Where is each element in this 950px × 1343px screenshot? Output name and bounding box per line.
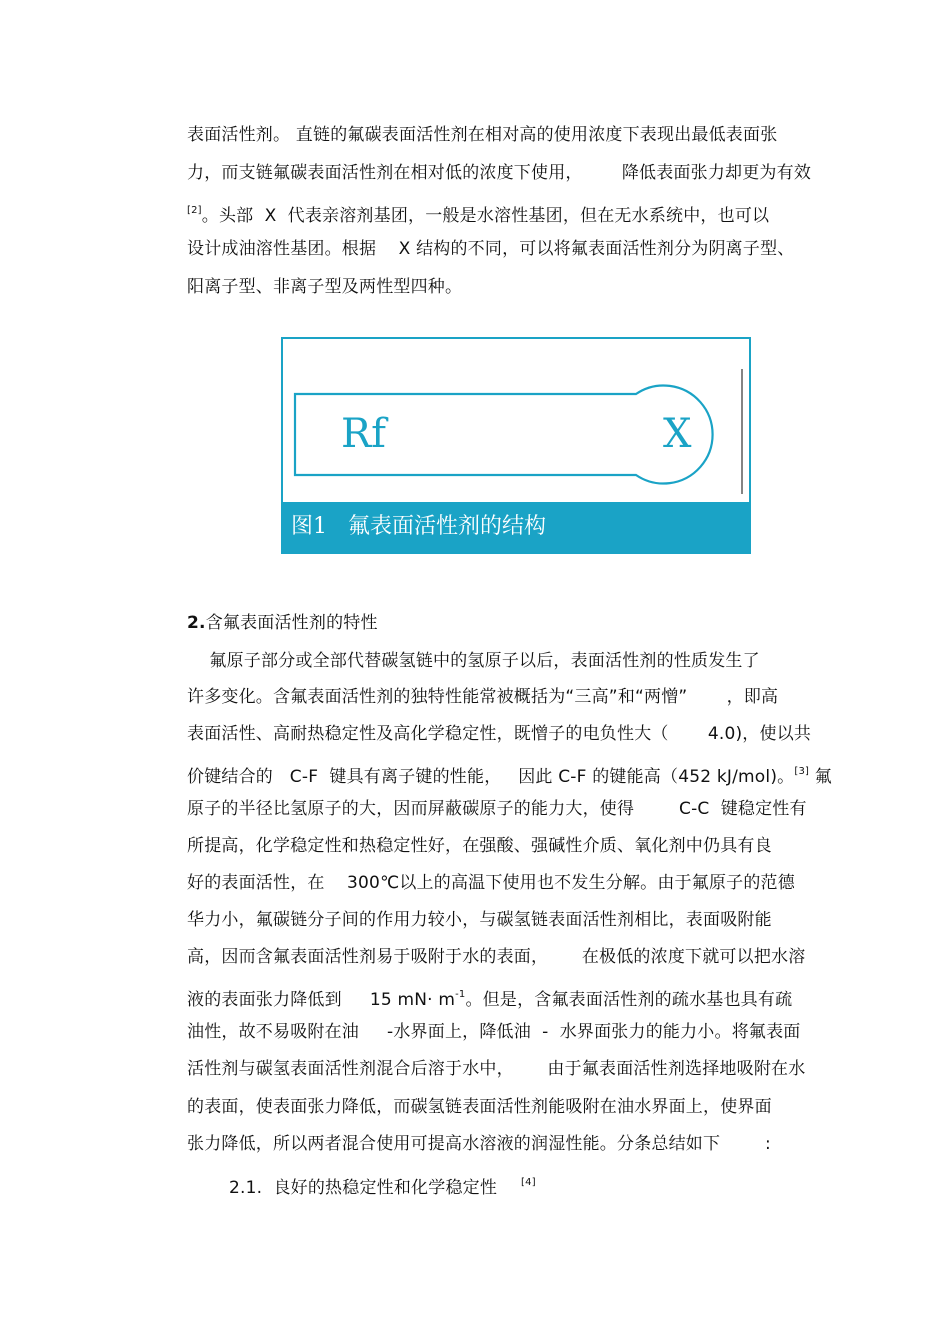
s2-line-4: [187, 760, 832, 789]
s2-line-10-tail: 。但是，含氟表面活性剂的疏水基也具有疏: [465, 990, 793, 1010]
x-label: X: [663, 411, 692, 457]
p1-line-5: 阳离子型、非离子型及两性型四种。: [187, 277, 463, 297]
s2-line-9: 高，因而含氟表面活性剂易于吸附于水的表面， 在极低的浓度下就可以把水溶: [187, 947, 806, 967]
rf-label: Rf: [341, 411, 386, 457]
subsection-2-1-title: 2.1. 良好的热稳定性和化学稳定性: [229, 1178, 498, 1198]
figure-1: [281, 337, 751, 554]
s2-line-1: 氟原子部分或全部代替碳氢链中的氢原子以后，表面活性剂的性质发生了: [187, 651, 760, 671]
exponent: -1: [455, 989, 466, 1000]
p1-line-4: 设计成油溶性基团。根据 X 结构的不同，可以将氟表面活性剂分为阴离子型、: [187, 239, 795, 259]
p1-line-1: 表面活性剂。 直链的氟碳表面活性剂在相对高的使用浓度下表现出最低表面张: [187, 125, 778, 145]
ref-3: [3]: [794, 766, 810, 777]
s2-line-6: 所提高，化学稳定性和热稳定性好，在强酸、强碱性介质、氧化剂中仍具有良: [187, 836, 772, 856]
subsection-2-1-heading: [229, 1171, 536, 1200]
s2-line-7: 好的表面活性，在 300℃以上的高温下使用也不发生分解。由于氟原子的范德: [187, 873, 795, 893]
s2-line-13: 的表面，使表面张力降低，而碳氢链表面活性剂能吸附在油水界面上，使界面: [187, 1097, 772, 1117]
section-2-title: 含氟表面活性剂的特性: [205, 613, 378, 633]
s2-line-12: 活性剂与碳氢表面活性剂混合后溶于水中， 由于氟表面活性剂选择地吸附在水: [187, 1059, 806, 1079]
section-2-number: 2.: [187, 613, 206, 633]
s2-line-5: 原子的半径比氢原子的大，因而屏蔽碳原子的能力大，使得 C-C 键稳定性有: [187, 799, 807, 819]
s2-line-10: [187, 983, 792, 1012]
s2-line-10-text: 液的表面张力降低到 15 mN· m: [187, 990, 456, 1010]
ref-2: [2]: [187, 205, 202, 216]
ref-4: [4]: [521, 1177, 536, 1188]
s2-line-3: 表面活性、高耐热稳定性及高化学稳定性，既憎子的电负性大（ 4.0)，使以共: [187, 724, 812, 744]
section-2-heading: [187, 611, 378, 635]
p1-line-3-text: 。头部 X 代表亲溶剂基团，一般是水溶性基团，但在无水系统中，也可以: [201, 206, 770, 226]
p1-line-3: [187, 199, 769, 228]
s2-line-14: 张力降低，所以两者混合使用可提高水溶液的润湿性能。分条总结如下 :: [187, 1134, 771, 1154]
s2-line-2: 许多变化。含氟表面活性剂的独特性能常被概括为“三高”和“两憎” ，即高: [187, 687, 779, 707]
s2-line-11: 油性，故不易吸附在油 -水界面上，降低油 - 水界面张力的能力小。将氟表面: [187, 1022, 801, 1042]
figure-caption: 图1 氟表面活性剂的结构: [283, 502, 749, 552]
s2-line-8: 华力小，氟碳链分子间的作用力较小，与碳氢链表面活性剂相比，表面吸附能: [187, 910, 772, 930]
s2-line-4-tail: 氟: [814, 767, 832, 787]
s2-line-4-text: 价键结合的 C-F 键具有离子键的性能， 因此 C-F 的键能高（452 kJ/mol)。: [187, 767, 795, 787]
p1-line-2: 力，而支链氟碳表面活性剂在相对低的浓度下使用， 降低表面张力却更为有效: [187, 163, 812, 183]
